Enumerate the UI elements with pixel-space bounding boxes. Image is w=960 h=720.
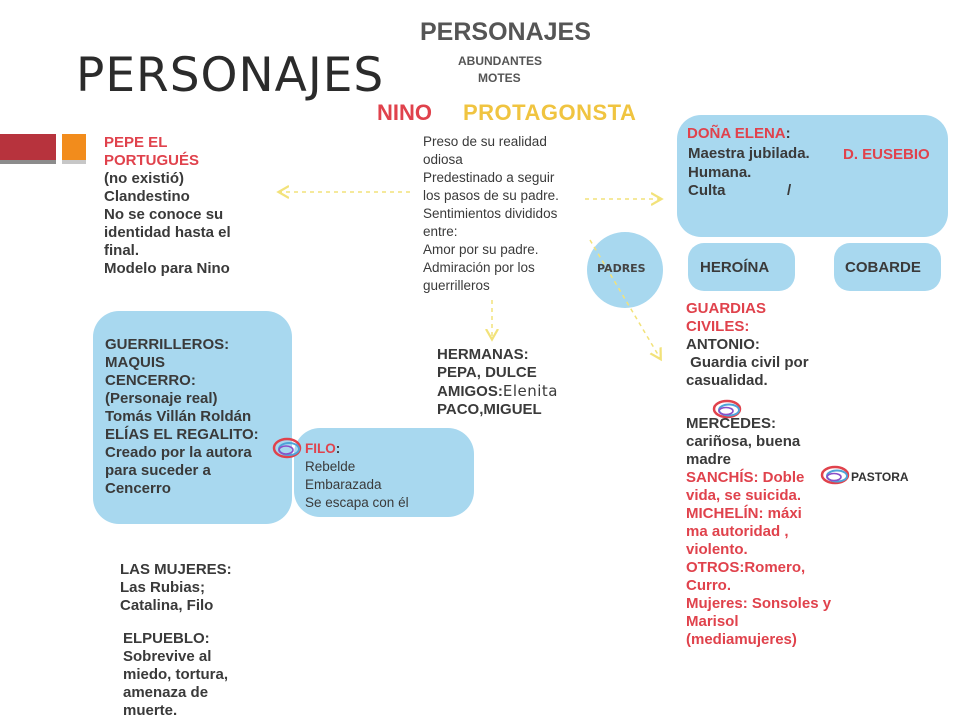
nino-description — [423, 133, 593, 295]
diagram-header-sub1: ABUNDANTES — [458, 54, 542, 68]
dona-elena-line: Humana. — [688, 164, 752, 181]
filo-text — [305, 440, 409, 512]
nino-desc-line: odiosa — [423, 152, 463, 167]
amigos-label: AMIGOS: — [437, 383, 503, 400]
nino-desc-line: guerrilleros — [423, 278, 490, 293]
el-pueblo-line: amenaza de — [123, 684, 209, 701]
mujeres-guardias-line: Mujeres: Sonsoles y — [686, 595, 832, 612]
guerrilleros-line: (Personaje real) — [105, 390, 218, 407]
michelin-line: MICHELÍN: máxi — [686, 505, 802, 522]
nino-desc-line: los pasos de su padre. — [423, 188, 559, 203]
mercedes-desc-line: madre — [686, 451, 732, 468]
las-mujeres-line: LAS MUJERES: — [120, 561, 232, 578]
guerrilleros-line: ELÍAS EL REGALITO: — [105, 426, 259, 443]
d-eusebio-label: D. EUSEBIO — [843, 146, 930, 163]
michelin-line: ma autoridad , — [686, 523, 789, 540]
heroina-label: HEROÍNA — [700, 259, 770, 276]
otros-line: Curro. — [686, 577, 731, 594]
mercedes-block — [686, 415, 831, 649]
amigos-name: Elenita — [502, 382, 558, 400]
nino-desc-line: Predestinado a seguir — [423, 170, 555, 185]
hermanas-line: HERMANAS: — [437, 346, 529, 363]
antonio-label: ANTONIO: — [686, 336, 760, 353]
pepe-line: Clandestino — [104, 188, 190, 205]
dona-elena-line: Culta — [688, 182, 726, 199]
nino-desc-line: Amor por su padre. — [423, 242, 539, 257]
filo-line: Se escapa con él — [305, 495, 409, 510]
diagram-header-sub2: MOTES — [478, 71, 521, 85]
dona-elena-slash: / — [787, 182, 792, 199]
sanchis-line: SANCHÍS: Doble — [686, 469, 805, 486]
pepe-line: identidad hasta el — [104, 224, 231, 241]
diagram-header-title: PERSONAJES — [420, 18, 591, 46]
guardias-block — [686, 300, 809, 390]
guerrilleros-line: GUERRILLEROS: — [105, 336, 230, 353]
guerrilleros-line: para suceder a — [105, 462, 211, 479]
amigos-line — [437, 382, 558, 401]
filo-title — [305, 440, 409, 458]
antonio-desc-line: Guardia civil por — [686, 354, 809, 371]
pepe-line: (no existió) — [104, 170, 185, 187]
dona-elena-name: DOÑA ELENA — [687, 125, 786, 142]
dona-elena-colon: : — [785, 125, 791, 142]
guerrilleros-text — [105, 336, 259, 498]
guerrilleros-line: Cencerro — [105, 480, 171, 497]
nino-role: PROTAGONSTA — [463, 100, 637, 125]
pastora-label: PASTORA — [851, 470, 909, 484]
pepe-title-line: PEPE EL — [104, 134, 168, 151]
mercedes-desc-line: cariñosa, buena — [686, 433, 801, 450]
swirl-icon-filo — [274, 439, 300, 457]
nino-desc-line: Preso de su realidad — [423, 134, 547, 149]
sanchis-line: vida, se suicida. — [686, 487, 802, 504]
las-mujeres-line: Las Rubias; — [120, 579, 206, 596]
el-pueblo-line: miedo, tortura, — [123, 666, 229, 683]
pepe-line: No se conoce su — [104, 206, 224, 223]
hermanas-block — [437, 346, 558, 419]
hermanas-line: PACO,MIGUEL — [437, 401, 542, 418]
pepe-title-line: PORTUGUÉS — [104, 152, 200, 169]
mercedes-label: MERCEDES: — [686, 415, 777, 432]
antonio-desc-line: casualidad. — [686, 372, 768, 389]
arrow-to-guardias — [590, 240, 660, 358]
guerrilleros-line: Tomás Villán Roldán — [105, 408, 252, 425]
el-pueblo-line: ELPUEBLO: — [123, 630, 210, 647]
filo-line: Rebelde — [305, 459, 356, 474]
cobarde-label: COBARDE — [845, 259, 921, 276]
nino-desc-line: Sentimientos divididos — [423, 206, 558, 221]
el-pueblo-block — [123, 630, 228, 720]
mujeres-guardias-line: (mediamujeres) — [686, 631, 797, 648]
slide-title: PERSONAJES — [76, 48, 385, 103]
guerrilleros-line: Creado por la autora — [105, 444, 252, 461]
las-mujeres-block — [120, 561, 232, 615]
nino-desc-line: entre: — [423, 224, 458, 239]
dona-elena-title — [687, 125, 791, 143]
filo-line: Embarazada — [305, 477, 382, 492]
dona-elena-line: Maestra jubilada. — [688, 145, 810, 162]
las-mujeres-line: Catalina, Filo — [120, 597, 214, 614]
nino-desc-line: Admiración por los — [423, 260, 535, 275]
filo-name: FILO — [305, 441, 336, 456]
nino-name: NINO — [377, 100, 432, 125]
guardias-title-line: GUARDIAS — [686, 300, 767, 317]
guardias-title-line: CIVILES: — [686, 318, 750, 335]
hermanas-line: PEPA, DULCE — [437, 364, 537, 381]
guerrilleros-line: MAQUIS — [105, 354, 165, 371]
pepe-line: Modelo para Nino — [104, 260, 230, 277]
pepe-block — [104, 134, 274, 278]
padres-label: PADRES — [597, 262, 646, 275]
otros-line: OTROS:Romero, — [686, 559, 806, 576]
mujeres-guardias-line: Marisol — [686, 613, 739, 630]
filo-colon: : — [335, 441, 341, 456]
guerrilleros-line: CENCERRO: — [105, 372, 196, 389]
pepe-line: final. — [104, 242, 140, 259]
el-pueblo-line: Sobrevive al — [123, 648, 212, 665]
el-pueblo-line: muerte. — [123, 702, 178, 719]
michelin-line: violento. — [686, 541, 748, 558]
